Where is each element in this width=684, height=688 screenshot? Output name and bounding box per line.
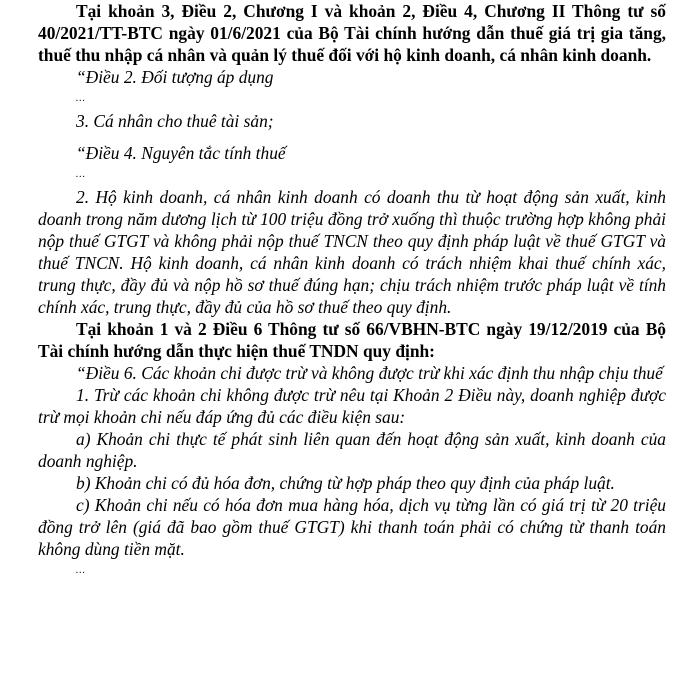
article2-item3: 3. Cá nhân cho thuê tài sản; (76, 111, 274, 131)
article2-title: “Điều 2. Đối tượng áp dụng (76, 67, 274, 87)
ellipsis-3: … (76, 565, 85, 576)
ellipsis-1: … (76, 93, 85, 104)
article6-item-c: c) Khoản chi nếu có hóa đơn mua hàng hóa, dịch vụ từng lần có giá trị từ 20 triệu đồng trở lên (giá đã bao gồm thuế GTGT) khi thanh toán phải có chứng từ thanh toán không dùng tiền mặt. (38, 495, 666, 559)
article4-title: “Điều 4. Nguyên tắc tính thuế (76, 143, 286, 163)
block2-heading: Tại khoản 1 và 2 Điều 6 Thông tư số 66/VBHN-BTC ngày 19/12/2019 của Bộ Tài chính hướng dẫn thực hiện thuế TNDN quy định: (38, 319, 666, 361)
article6-item1: 1. Trừ các khoản chi không được trừ nêu tại Khoản 2 Điều này, doanh nghiệp được trừ mọi khoản chi nếu đáp ứng đủ các điều kiện sau: (38, 385, 666, 427)
article4-item2: 2. Hộ kinh doanh, cá nhân kinh doanh có doanh thu từ hoạt động sản xuất, kinh doanh trong năm dương lịch từ 100 triệu đồng trở xuống thì thuộc trường hợp không phải nộp thuế GTGT và không phải nộp thuế TNCN theo quy định pháp luật về thuế GTGT và thuế TNCN. Hộ kinh doanh, cá nhân kinh doanh có trách nhiệm khai thuế chính xác, trung thực, đầy đủ và nộp hồ sơ thuế đúng hạn; chịu trách nhiệm trước pháp luật về tính chính xác, trung thực, đầy đủ của hồ sơ thuế theo quy định. (38, 187, 666, 317)
document-page (38, 0, 666, 582)
article6-title: “Điều 6. Các khoản chi được trừ và không được trừ khi xác định thu nhập chịu thuế (76, 363, 663, 383)
block1-heading: Tại khoản 3, Điều 2, Chương I và khoản 2, Điều 4, Chương II Thông tư số 40/2021/TT-BTC ngày 01/6/2021 của Bộ Tài chính hướng dẫn thuế giá trị gia tăng, thuế thu nhập cá nhân và quản lý thuế đối với hộ kinh doanh, cá nhân kinh doanh. (38, 1, 666, 65)
ellipsis-2: … (76, 169, 85, 180)
article6-item-b: b) Khoản chi có đủ hóa đơn, chứng từ hợp pháp theo quy định của pháp luật. (76, 473, 615, 493)
article6-item-a: a) Khoản chi thực tế phát sinh liên quan đến hoạt động sản xuất, kinh doanh của doanh nghiệp. (38, 429, 666, 471)
